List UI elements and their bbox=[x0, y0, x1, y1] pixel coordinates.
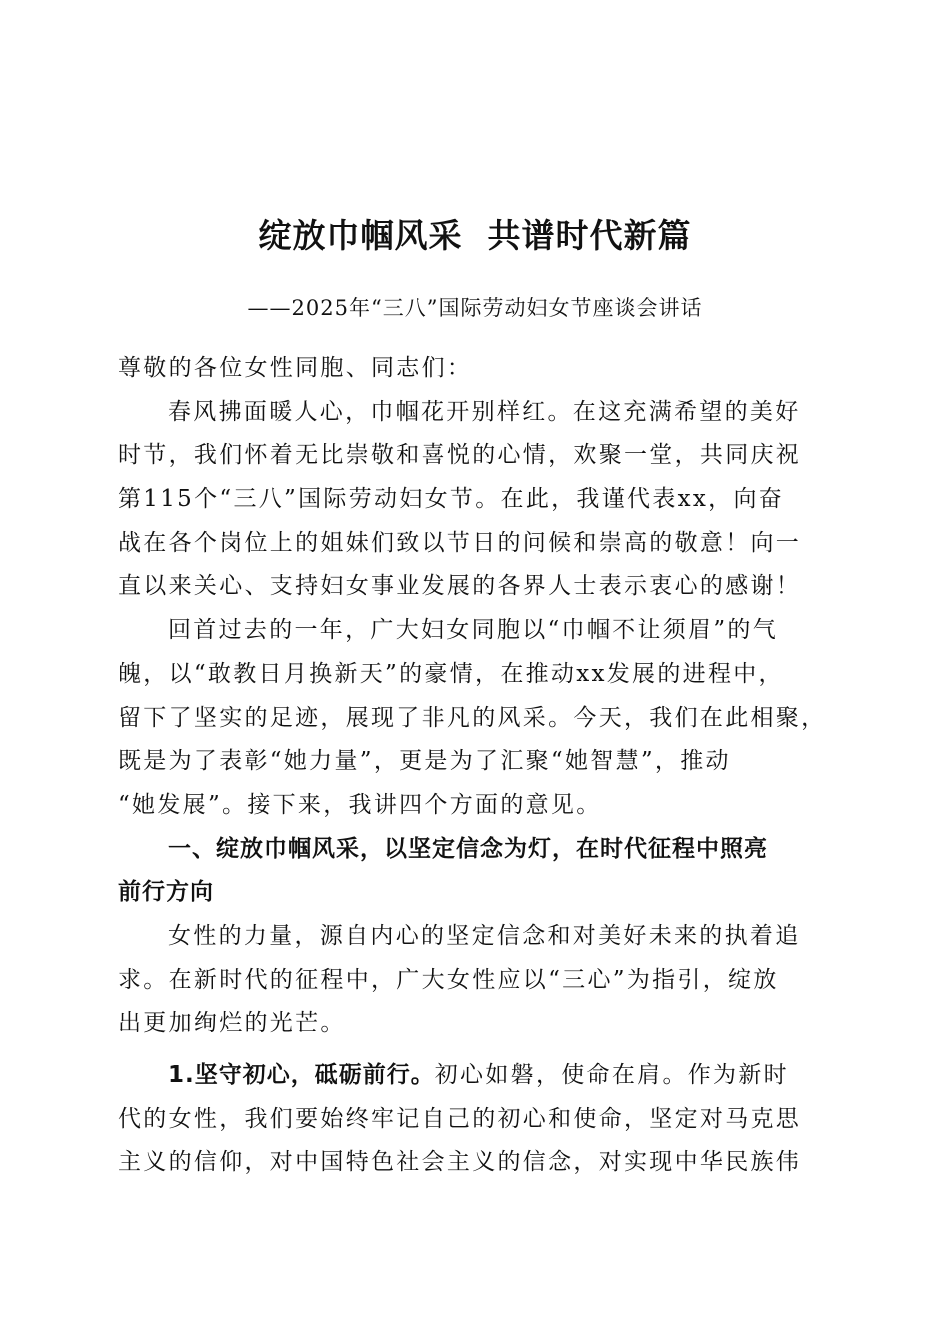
paragraph-gap bbox=[118, 1046, 830, 1054]
point-lead: 1.坚守初心，砥砺前行。 bbox=[168, 1062, 435, 1088]
paragraph-line: 既是为了表彰“她力量”，更是为了汇聚“她智慧”，推动 bbox=[118, 748, 731, 775]
speech-body bbox=[118, 347, 830, 1185]
section-heading: 前行方向 bbox=[118, 879, 214, 906]
paragraph-line: 出更加绚烂的光芒。 bbox=[118, 1010, 346, 1037]
paragraph-line: 魄，以“敢教日月换新天”的豪情，在推动xx发展的进程中， bbox=[118, 660, 784, 687]
section-heading: 一、绽放巾帼风采，以坚定信念为灯，在时代征程中照亮 bbox=[168, 835, 768, 862]
paragraph-line: 代的女性，我们要始终牢记自己的初心和使命，坚定对马克思 bbox=[118, 1105, 802, 1132]
paragraph-line: 女性的力量，源自内心的坚定信念和对美好未来的执着追 bbox=[168, 922, 801, 949]
paragraph-line: “她发展”。接下来，我讲四个方面的意见。 bbox=[118, 791, 602, 818]
paragraph-line: 春风拂面暖人心，巾帼花开别样红。在这充满希望的美好 bbox=[168, 398, 801, 425]
page-title: 绽放巾帼风采 共谱时代新篇 bbox=[258, 216, 692, 255]
point-text: 初心如磐，使命在肩。作为新时 bbox=[434, 1062, 789, 1088]
paragraph-line: 求。在新时代的征程中，广大女性应以“三心”为指引，绽放 bbox=[118, 966, 779, 993]
paragraph-line: 战在各个岗位上的姐妹们致以节日的问候和崇高的敬意！向一 bbox=[118, 529, 802, 556]
salutation: 尊敬的各位女性同胞、同志们： bbox=[118, 355, 473, 381]
paragraph-line: 第115个“三八”国际劳动妇女节。在此，我谨代表xx，向奋 bbox=[118, 486, 785, 513]
point-line bbox=[118, 1054, 830, 1098]
paragraph-line: 主义的信仰，对中国特色社会主义的信念，对实现中华民族伟 bbox=[118, 1149, 802, 1176]
paragraph-line: 直以来关心、支持妇女事业发展的各界人士表示衷心的感谢！ bbox=[118, 573, 802, 600]
paragraph-line: 回首过去的一年，广大妇女同胞以“巾帼不让须眉”的气 bbox=[168, 617, 779, 644]
page-subtitle: ——2025年“三八”国际劳动妇女节座谈会讲话 bbox=[247, 296, 703, 320]
paragraph-line: 时节，我们怀着无比崇敬和喜悦的心情，欢聚一堂，共同庆祝 bbox=[118, 442, 802, 469]
paragraph-line: 留下了坚实的足迹，展现了非凡的风采。今天，我们在此相聚， bbox=[118, 704, 827, 731]
